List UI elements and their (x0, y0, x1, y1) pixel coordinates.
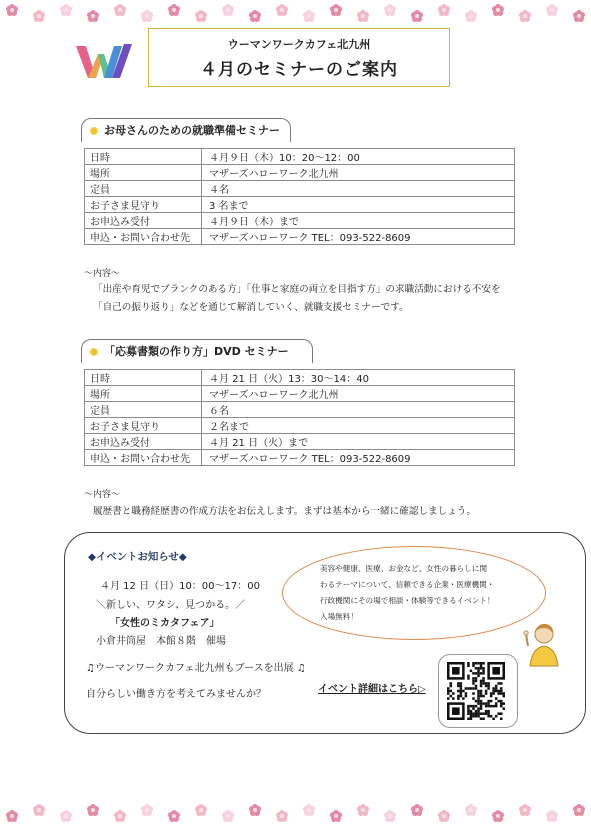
table-row (85, 418, 515, 434)
flower-icon (492, 4, 504, 16)
flower-icon (546, 810, 558, 822)
event-catch: ＼新しい、ワタシ、見つかる。／ (96, 600, 246, 611)
oval-line: 美容や健康、医療、お金など、女性の暮らしに関 (320, 564, 488, 573)
seminar2-title-tab (81, 339, 313, 363)
event-heading: ◆イベントお知らせ◆ (88, 551, 187, 563)
flower-icon (114, 810, 126, 822)
flower-icon (6, 4, 18, 16)
table-row (85, 450, 515, 466)
row-value: ４月９日（木）10：20～12：00 (202, 149, 515, 165)
flower-icon (222, 4, 234, 16)
flower-icon (60, 4, 72, 16)
table-row (85, 386, 515, 402)
row-label: お申込み受付 (85, 434, 202, 450)
qr-code-icon[interactable] (447, 662, 505, 720)
row-label: お申込み受付 (85, 213, 202, 229)
row-value: マザーズハローワーク北九州 (202, 386, 515, 402)
event-details-link[interactable] (318, 680, 426, 695)
row-label: 日時 (85, 370, 202, 386)
event-name: 「女性のミカタフェア」 (110, 618, 220, 629)
table-row (85, 213, 515, 229)
flower-icon (384, 810, 396, 822)
flower-icon (492, 810, 504, 822)
row-value: マザーズハローワーク TEL：093-522-8609 (202, 450, 515, 466)
event-venue: 小倉井筒屋 本館８階 催場 (96, 636, 226, 647)
row-label: 申込・お問い合わせ先 (85, 229, 202, 245)
flower-icon (114, 4, 126, 16)
flower-icon (60, 810, 72, 822)
flower-icon (411, 10, 423, 22)
flower-icon (330, 4, 342, 16)
flower-icon (33, 804, 45, 816)
flower-icon (357, 10, 369, 22)
seminar1-table (84, 148, 515, 245)
flower-border-top (0, 4, 591, 26)
seminar1-content-line: 「自己の振り返り」などを通じて解消していく、就職支援セミナーです。 (93, 302, 409, 313)
oval-line: わるテーマについて、信頼できる企業・医療機関・ (320, 580, 495, 589)
seminar2-title: 「応募書類の作り方」DVD セミナー (104, 345, 289, 358)
event-date: ４月 12 日（日）10：00～17：00 (100, 581, 260, 592)
flower-icon (249, 10, 261, 22)
oval-line: 行政機関にその場で相談・体験等できるイベント！ (320, 596, 495, 605)
row-label: お子さま見守り (85, 197, 202, 213)
event-booth: ♫ウーマンワークカフェ北九州もブースを出展 ♫ (86, 663, 306, 674)
play-arrow-icon: ▷ (418, 684, 426, 695)
flower-icon (411, 804, 423, 816)
oval-line: 入場無料！ (320, 612, 358, 621)
seminar2-table (84, 369, 515, 466)
row-value: マザーズハローワーク TEL：093-522-8609 (202, 229, 515, 245)
flower-icon (87, 804, 99, 816)
seminar2-content-line: 履歴書と職務経歴書の作成方法をお伝えします。まずは基本から一緒に確認しましょう。 (93, 506, 476, 517)
table-row (85, 149, 515, 165)
sun-icon (88, 125, 100, 137)
flower-icon (222, 810, 234, 822)
flower-icon (87, 10, 99, 22)
flower-icon (141, 10, 153, 22)
logo-icon (74, 40, 136, 84)
table-row (85, 181, 515, 197)
row-label: 申込・お問い合わせ先 (85, 450, 202, 466)
seminar1-title-tab (81, 118, 291, 142)
row-value: ６名 (202, 402, 515, 418)
sun-icon (88, 346, 100, 358)
flower-icon (303, 804, 315, 816)
flower-icon (573, 10, 585, 22)
woman-illustration-icon (520, 622, 560, 668)
flower-icon (357, 804, 369, 816)
flower-icon (330, 810, 342, 822)
flower-icon (303, 10, 315, 22)
flower-border-bottom (0, 804, 591, 826)
table-row (85, 197, 515, 213)
seminar1-content-line: 「出産や育児でブランクのある方」「仕事と家庭の両立を目指す方」の求職活動における不安を (93, 284, 501, 295)
flower-icon (546, 4, 558, 16)
header-subtitle: ウーマンワークカフェ北九州 (227, 38, 371, 51)
row-label: 定員 (85, 181, 202, 197)
row-value: ２名まで (202, 418, 515, 434)
page-title: ４月のセミナーのご案内 (200, 60, 398, 80)
flower-icon (6, 810, 18, 822)
seminar2-content-heading: ～内容～ (84, 490, 121, 500)
seminar1-content-heading: ～内容～ (84, 269, 121, 279)
row-label: 定員 (85, 402, 202, 418)
row-label: 場所 (85, 165, 202, 181)
row-label: 日時 (85, 149, 202, 165)
row-value: マザーズハローワーク北九州 (202, 165, 515, 181)
row-value: 3 名まで (202, 197, 515, 213)
row-label: お子さま見守り (85, 418, 202, 434)
row-value: ４月 21 日（火）13：30～14：40 (202, 370, 515, 386)
flower-icon (33, 10, 45, 22)
title-box (148, 28, 450, 87)
table-row (85, 229, 515, 245)
table-row (85, 434, 515, 450)
flower-icon (249, 804, 261, 816)
flower-icon (195, 10, 207, 22)
seminar1-title: お母さんのための就職準備セミナー (104, 124, 280, 137)
row-label: 場所 (85, 386, 202, 402)
flower-icon (141, 804, 153, 816)
flower-icon (438, 4, 450, 16)
row-value: ４月 21 日（火）まで (202, 434, 515, 450)
table-row (85, 165, 515, 181)
flower-icon (276, 810, 288, 822)
flower-icon (168, 810, 180, 822)
row-value: ４名 (202, 181, 515, 197)
flower-icon (519, 10, 531, 22)
table-row (85, 402, 515, 418)
flower-icon (465, 804, 477, 816)
flower-icon (573, 804, 585, 816)
event-details-link-label[interactable]: イベント詳細はこちら (318, 684, 418, 695)
flower-icon (195, 804, 207, 816)
flower-icon (276, 4, 288, 16)
row-value: ４月９日（木）まで (202, 213, 515, 229)
event-question: 自分らしい働き方を考えてみませんか？ (86, 689, 266, 700)
table-row (85, 370, 515, 386)
flower-icon (438, 810, 450, 822)
flower-icon (384, 4, 396, 16)
flower-icon (465, 10, 477, 22)
flower-icon (519, 804, 531, 816)
flower-icon (168, 4, 180, 16)
